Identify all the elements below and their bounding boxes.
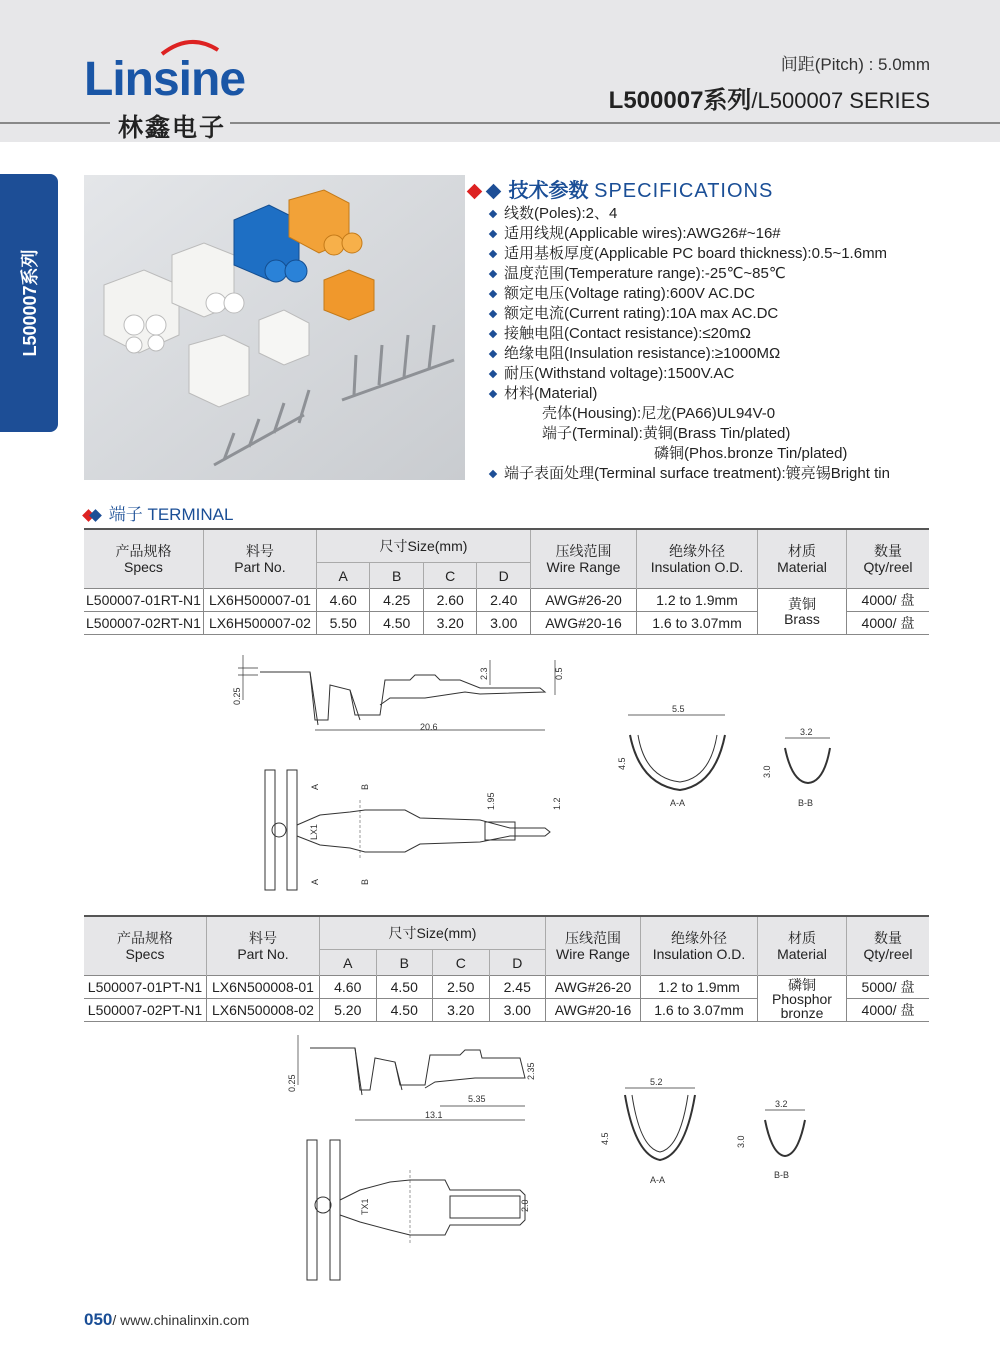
bb-width: 3.2 [775, 1099, 788, 1109]
bullet-icon [489, 350, 497, 358]
bullet-icon [489, 470, 497, 478]
spec-terminal-2: 磷铜(Phos.bronze Tin/plated) [654, 445, 848, 462]
col-specs: 产品规格 Specs [84, 916, 207, 976]
dim-label: 5.35 [468, 1094, 486, 1104]
col-wire: 压线范围 Wire Range [546, 916, 641, 976]
table-row: L500007-01RT-N1 LX6H500007-01 4.60 4.25 2.60 2.40 AWG#26-20 1.2 to 1.9mm 黄铜 Brass 4000/ 盘 [84, 589, 929, 612]
col-ins: 绝缘外径 Insulation O.D. [637, 529, 758, 589]
spec-title-cn: 技术参数 [508, 180, 589, 202]
section-b-bottom: B [360, 878, 370, 885]
col-d: D [477, 563, 531, 589]
bb-width: 3.2 [800, 727, 813, 737]
dim-label: 13.1 [425, 1110, 443, 1120]
col-size: 尺寸Size(mm) [320, 916, 546, 950]
aa-width: 5.5 [672, 704, 685, 714]
aa-label: A-A [670, 798, 686, 808]
bullet-icon [489, 210, 497, 218]
col-c: C [433, 950, 490, 976]
spec-item: 额定电流(Current rating):10A max AC.DC [490, 304, 890, 324]
table-row: L500007-02PT-N1 LX6N500008-02 5.20 4.50 3.20 3.00 AWG#20-16 1.6 to 3.07mm 4000/ 盘 [84, 999, 929, 1022]
dim-label: 1.95 [486, 792, 496, 810]
divider [0, 122, 110, 124]
dim-label: 2.0 [520, 1199, 530, 1212]
section-b-top: B [360, 783, 370, 790]
bb-label: B-B [774, 1170, 790, 1180]
tx1-label: TX1 [360, 1198, 370, 1215]
col-material: 材质 Material [758, 529, 847, 589]
logo-text: Linsine [84, 53, 246, 106]
spec-item: 温度范围(Temperature range):-25℃~85℃ [490, 264, 890, 284]
bullet-icon [489, 310, 497, 318]
terminal-table-2 [84, 915, 929, 1022]
product-photo [84, 175, 465, 480]
table-row: L500007-02RT-N1 LX6H500007-02 5.50 4.50 3.20 3.00 AWG#20-16 1.6 to 3.07mm 4000/ 盘 [84, 612, 929, 635]
col-d: D [489, 950, 546, 976]
spec-title [478, 174, 773, 203]
spec-housing: 壳体(Housing):尼龙(PA66)UL94V-0 [542, 405, 776, 422]
bullet-icon [489, 230, 497, 238]
page-footer [84, 1310, 249, 1330]
aa-height: 4.5 [600, 1132, 610, 1145]
section-a-bottom: A [310, 878, 320, 885]
bullet-icon [489, 370, 497, 378]
diamond-icon [467, 184, 483, 200]
section-a-top: A [310, 783, 320, 790]
spec-terminal: 端子(Terminal):黄铜(Brass Tin/plated) [542, 425, 791, 442]
spec-item: 绝缘电阻(Insulation resistance):≥1000MΩ [490, 344, 890, 364]
bb-height: 3.0 [736, 1135, 746, 1148]
col-qty: 数量 Qty/reel [847, 916, 930, 976]
side-tab [0, 174, 58, 432]
white-connector-4p [104, 270, 179, 353]
bullet-icon [489, 250, 497, 258]
col-material: 材质 Material [758, 916, 847, 976]
dim-label: 2.3 [479, 667, 489, 680]
col-size: 尺寸Size(mm) [316, 529, 530, 563]
col-b: B [370, 563, 424, 589]
logo-chinese: 林鑫电子 [118, 114, 227, 142]
bullet-icon [489, 290, 497, 298]
material-cell: 磷铜 Phosphor bronze [758, 976, 847, 1022]
col-qty: 数量 Qty/reel [847, 529, 930, 589]
dim-label: 0.5 [554, 667, 564, 680]
terminal-section-title: 端子 TERMINAL [84, 500, 233, 525]
bb-label: B-B [798, 798, 814, 808]
series-cn: L500007系列 [608, 87, 752, 114]
col-c: C [423, 563, 477, 589]
side-tab-label: L500007系列 [20, 249, 40, 357]
dim-label: 0.25 [232, 687, 242, 705]
series-en: /L500007 SERIES [751, 88, 930, 113]
spec-list [490, 204, 890, 484]
page-number: 050 [84, 1310, 113, 1329]
spec-item: 适用线规(Applicable wires):AWG26#~16# [490, 224, 890, 244]
white-connector-4p-small [189, 335, 249, 407]
spec-item: 线数(Poles):2、4 [490, 204, 890, 224]
spec-item: 适用基板厚度(Applicable PC board thickness):0.5~1.6mm [490, 244, 890, 264]
bullet-icon [489, 390, 497, 398]
bullet-icon [489, 330, 497, 338]
diamond-icon [486, 184, 502, 200]
series-title [609, 80, 930, 115]
col-ins: 绝缘外径 Insulation O.D. [641, 916, 758, 976]
spec-title-en: SPECIFICATIONS [594, 180, 774, 202]
bb-height: 3.0 [762, 765, 772, 778]
aa-height: 4.5 [617, 757, 627, 770]
spec-item: 材料(Material) [490, 384, 890, 404]
aa-width: 5.2 [650, 1077, 663, 1087]
aa-label: A-A [650, 1175, 666, 1185]
lx1-label: LX1 [309, 823, 319, 840]
spec-item: 端子表面处理(Terminal surface treatment):镀亮锡Bright tin [490, 464, 890, 484]
terminal-drawing-1 [220, 650, 940, 900]
pitch-label: 间距(Pitch) : 5.0mm [780, 55, 930, 74]
col-part: 料号 Part No. [207, 916, 320, 976]
spec-item: 耐压(Withstand voltage):1500V.AC [490, 364, 890, 384]
website-link[interactable]: / www.chinalinxin.com [112, 1312, 250, 1328]
spec-item: 接触电阻(Contact resistance):≤20mΩ [490, 324, 890, 344]
col-a: A [320, 950, 377, 976]
terminal-drawing-2 [270, 1030, 870, 1290]
dim-label: 20.6 [420, 722, 438, 732]
page-header [0, 0, 1000, 142]
col-specs: 产品规格 Specs [84, 529, 203, 589]
col-a: A [316, 563, 370, 589]
dim-label: 1.2 [552, 797, 562, 810]
orange-connector-small [324, 270, 374, 320]
col-b: B [376, 950, 433, 976]
table-row: L500007-01PT-N1 LX6N500008-01 4.60 4.50 2.50 2.45 AWG#26-20 1.2 to 1.9mm 磷铜 Phosphor bronze 5000/ 盘 [84, 976, 929, 999]
divider [230, 122, 1000, 124]
col-wire: 压线范围 Wire Range [531, 529, 637, 589]
material-cell: 黄铜 Brass [758, 589, 847, 635]
bullet-icon [489, 270, 497, 278]
dim-label: 0.25 [287, 1074, 297, 1092]
col-part: 料号 Part No. [203, 529, 316, 589]
terminal-table-1 [84, 528, 929, 635]
dim-label: 2.35 [526, 1062, 536, 1080]
spec-item: 额定电压(Voltage rating):600V AC.DC [490, 284, 890, 304]
